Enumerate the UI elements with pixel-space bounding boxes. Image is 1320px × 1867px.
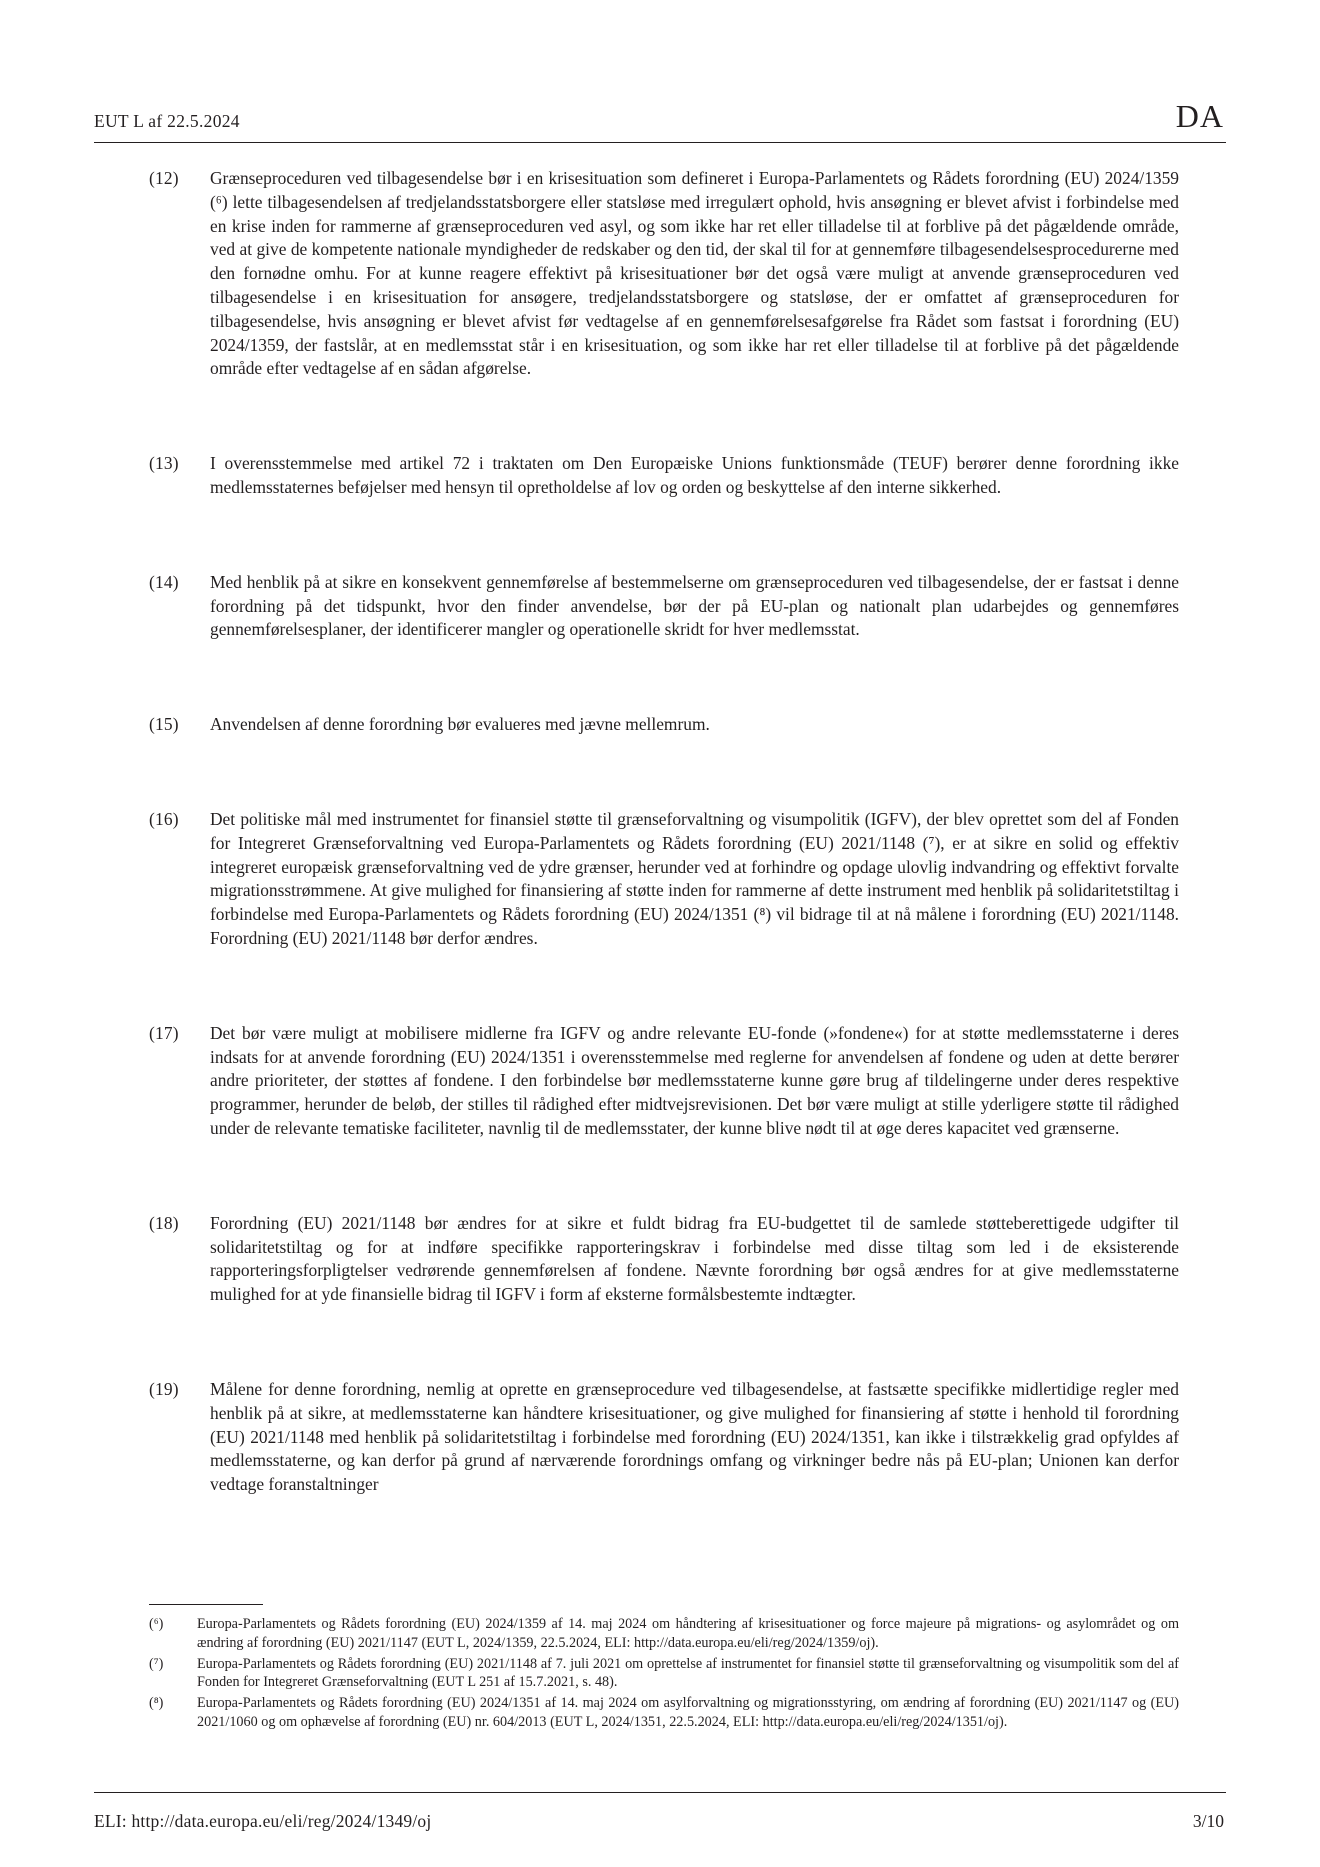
footnote-text: Europa-Parlamentets og Rådets forordning (EU) 2024/1351 af 14. maj 2024 om asylforvaltning og migrationsstyring, om ændring af forordning (EU) 2021/1147 og (EU) 2021/1060 og om ophævelse af forordning (EU) nr. 604/2013 (EUT L, 2024/1351, 22.5.2024, ELI: http://data.europa.eu/eli/reg/2024/1351/oj). — [197, 1695, 1179, 1730]
language-code: DA — [1175, 98, 1224, 134]
footnotes-section — [149, 1604, 1179, 1734]
footnote-number: (⁸) — [149, 1695, 164, 1712]
recital-number: (14) — [149, 571, 179, 592]
footnote-text: Europa-Parlamentets og Rådets forordning (EU) 2021/1148 af 7. juli 2021 om oprettelse af instrumentet for finansiel støtte til grænseforvaltning og visumpolitik som del af Fonden for Integreret Grænseforvaltning (EUT L 251 af 15.7.2021, s. 48). — [197, 1655, 1179, 1691]
recital-text: Grænseproceduren ved tilbagesendelse bør i en krisesituation som defineret i Europa-Parlamentets og Rådets forordning (EU) 2024/1359 (⁶) lette tilbagesendelsen af tredjelandsstatsborgere eller statsløse med irregulært ophold, hvis ansøgning er blevet afvist i forbindelse med en krise inden for rammerne af grænseproceduren ved asyl, og som ikke har ret eller tilladelse til at forblive på det pågældende område, ved at give de kompetente nationale myndigheder de redskaber og den tid, der skal til for at gennemføre tilbagesendelsesprocedurerne med den fornødne omhu. For at kunne reagere effektivt på krisesituationer bør det også være muligt at anvende grænseproceduren ved tilbagesendelse i en krisesituation for ansøgere, tredjelandsstatsborgere og statsløse, der er omfattet af grænseproceduren for tilbagesendelse, hvis ansøgning er blevet afvist før vedtagelse af en gennemførelsesafgørelse fra Rådet som fastsat i forordning (EU) 2024/1359, der fastslår, at en medlemsstat står i en krisesituation, og som ikke har ret eller tilladelse til at forblive på det pågældende område efter vedtagelse af en sådan afgørelse. — [210, 168, 1179, 379]
recital-19 — [149, 1378, 1179, 1497]
recital-number: (17) — [149, 1022, 179, 1043]
recital-text: Forordning (EU) 2021/1148 bør ændres for at sikre et fuldt bidrag fra EU-budgettet til de samlede støtteberettigede udgifter til solidaritetstiltag og for at indføre specifikke rapporteringskrav i forbindelse med disse tiltag som led i de eksisterende rapporteringsforpligtelser vedrørende gennemførelsen af fondene. Nævnte forordning bør også ændres for at give medlemsstaterne mulighed for at yde finansielle bidrag til IGFV i form af eksterne formålsbestemte indtægter. — [210, 1212, 1179, 1305]
recital-17 — [149, 1022, 1179, 1141]
recital-12 — [149, 167, 1179, 381]
footnote-number: (⁷) — [149, 1655, 164, 1672]
footnote-6 — [149, 1615, 1179, 1653]
recital-number: (18) — [149, 1212, 179, 1233]
recital-number: (15) — [149, 714, 179, 735]
journal-reference: EUT L af 22.5.2024 — [94, 111, 240, 131]
recital-text: Målene for denne forordning, nemlig at oprette en grænseprocedure ved tilbagesendelse, at fastsætte specifikke midlertidige regler med henblik på at sikre, at medlemsstaterne kan håndtere krisesituationer, og give mulighed for finansiering af støtte i henhold til forordning (EU) 2021/1148 med henblik på solidaritetstiltag i forbindelse med forordning (EU) 2024/1351, kan ikke i tilstrækkelig grad opfyldes af medlemsstaterne, og kan derfor på grund af nærværende forordnings omfang og virkninger bedre nås på EU-plan; Unionen kan derfor vedtage foranstaltninger — [210, 1378, 1179, 1495]
recital-number: (13) — [149, 453, 179, 474]
recital-number: (16) — [149, 808, 179, 829]
recital-13 — [149, 452, 1179, 500]
recital-text: Med henblik på at sikre en konsekvent gennemførelse af bestemmelserne om grænseproceduren ved tilbagesendelse, der er fastsat i denne forordning på det tidspunkt, hvor den finder anvendelse, bør der på EU-plan og nationalt plan udarbejdes og gennemføres gennemførelsesplaner, der identificerer mangler og operationelle skridt for hver medlemsstat. — [210, 571, 1179, 640]
recital-18 — [149, 1212, 1179, 1307]
recital-number: (19) — [149, 1378, 179, 1399]
recital-number: (12) — [149, 168, 179, 188]
eli-link[interactable]: ELI: http://data.europa.eu/eli/reg/2024/1349/oj — [94, 1811, 432, 1831]
recital-16 — [149, 808, 1179, 951]
footnote-number: (⁶) — [149, 1616, 164, 1632]
recital-text: Det politiske mål med instrumentet for finansiel støtte til grænseforvaltning og visumpolitik (IGFV), der blev oprettet som del af Fonden for Integreret Grænseforvaltning ved Europa-Parlamentets og Rådets forordning (EU) 2021/1148 (⁷), er at sikre en solid og effektiv integreret europæisk grænseforvaltning ved de ydre grænser, herunder ved at forhindre og opdage ulovlig indvandring og effektivt forvalte migrationsstrømmene. At give mulighed for finansiering af støtte inden for rammerne af dette instrument med henblik på solidaritetstiltag i forbindelse med Europa-Parlamentets og Rådets forordning (EU) 2024/1351 (⁸) vil bidrage til at nå målene i forordning (EU) 2021/1148. Forordning (EU) 2021/1148 bør derfor ændres. — [210, 808, 1179, 948]
footnote-7 — [149, 1655, 1179, 1693]
recital-text: Anvendelsen af denne forordning bør evalueres med jævne mellemrum. — [210, 714, 710, 735]
recitals-list — [149, 167, 1179, 1497]
recital-15 — [149, 713, 1179, 737]
footnote-text: Europa-Parlamentets og Rådets forordning (EU) 2024/1359 af 14. maj 2024 om håndtering af krisesituationer og force majeure på migrations- og asylområdet og om ændring af forordning (EU) 2021/1147 (EUT L, 2024/1359, 22.5.2024, ELI: http://data.europa.eu/eli/reg/2024/1359/oj). — [197, 1616, 1179, 1651]
recital-14 — [149, 571, 1179, 642]
recital-text: I overensstemmelse med artikel 72 i traktaten om Den Europæiske Unions funktionsmåde (TEUF) berører denne forordning ikke medlemsstaternes beføjelser med hensyn til opretholdelse af lov og orden og beskyttelse af den interne sikkerhed. — [210, 453, 1179, 497]
page-number: 3/10 — [1192, 1811, 1224, 1831]
footnote-divider — [149, 1604, 263, 1605]
recital-text: Det bør være muligt at mobilisere midlerne fra IGFV og andre relevante EU-fonde (»fondene«) for at støtte medlemsstaterne i deres indsats for at anvende forordning (EU) 2024/1351 i overensstemmelse med reglerne for anvendelsen af fondene og uden at dette berører andre prioriteter, der støttes af fondene. I den forbindelse bør medlemsstaterne kunne gøre brug af tildelingerne under deres respektive programmer, herunder de beløb, der stilles til rådighed efter midtvejsrevisionen. Det bør være muligt at stille yderligere støtte til rådighed under de relevante tematiske faciliteter, navnlig til de medlemsstater, der kunne blive nødt til at øge deres kapacitet ved grænserne. — [210, 1022, 1179, 1138]
page-footer — [94, 1792, 1226, 1833]
footnote-8 — [149, 1694, 1179, 1732]
page-header — [94, 96, 1226, 143]
